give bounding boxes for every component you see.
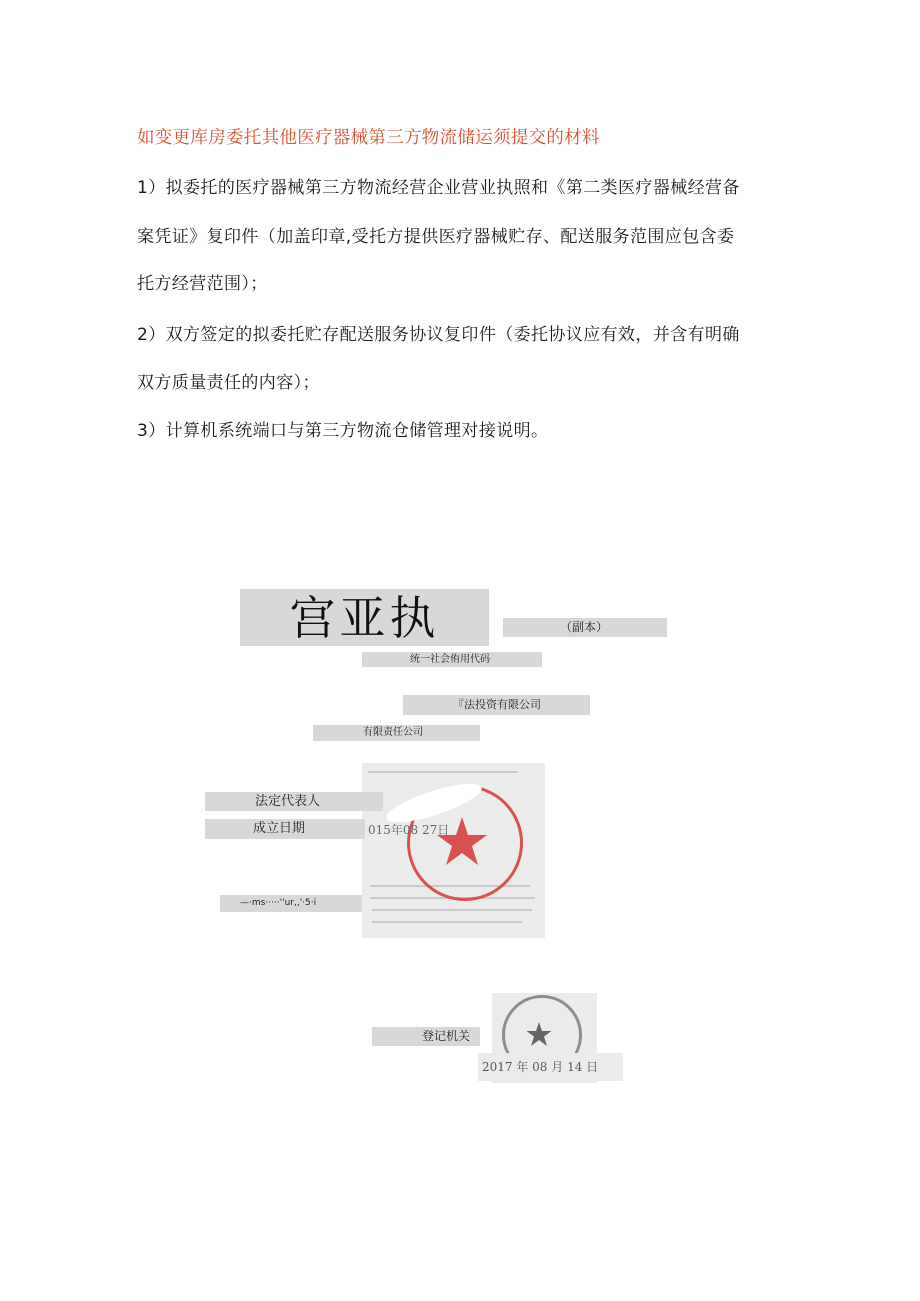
established-label: 成立日期 [253,821,306,836]
registrar-date: 2017 年 08 月 14 日 [482,1060,599,1074]
registrar-star-icon [525,1021,553,1047]
company-name: 『法投资有限公司 [453,698,541,711]
credit-code-box [362,652,542,667]
legal-rep-label: 法定代表人 [255,794,321,809]
scope-box [220,895,362,912]
credit-code-label: 统一社会侑用代码 [410,654,490,665]
company-type: 有限责任公司 [363,727,423,738]
registrar-box [372,1027,480,1046]
established-box [205,819,365,839]
doc-line-2: 案凭证》复印件（加盖印章,受托方提供医疗器械贮存、配送服务范围应包含委 [137,227,735,247]
doc-line-4: 2）双方签定的拟委托贮存配送服务协议复印件（委托协议应有效，并含有明确 [137,325,740,345]
doc-line-3: 托方经营范围）； [137,274,268,294]
established-value: 015年08 27日 [368,823,450,837]
doc-heading: 如变更库房委托其他医疗器械第三方物流储运须提交的材料 [137,128,600,148]
scope-garbled: —·ms·····''ur,,'·5·i [240,898,317,908]
registrar-label: 登记机关 [422,1029,471,1043]
company-name-box [403,695,590,715]
scan-strip-date [478,1053,623,1081]
copy-label: （副本） [560,620,609,634]
license-title: 宫亚执 [289,591,440,645]
company-type-box [313,725,480,741]
doc-line-1: 1）拟委托的医疗器械第三方物流经营企业营业执照和《第二类医疗器械经营备 [137,178,740,198]
doc-line-5: 双方质量责任的内容）； [137,373,320,393]
scan-strip-main [362,763,545,938]
copy-label-box [503,618,667,637]
doc-line-6: 3）计算机系统端口与第三方物流仓储管理对接说明。 [137,421,549,441]
legal-rep-box [205,792,383,811]
license-title-box [240,589,489,646]
